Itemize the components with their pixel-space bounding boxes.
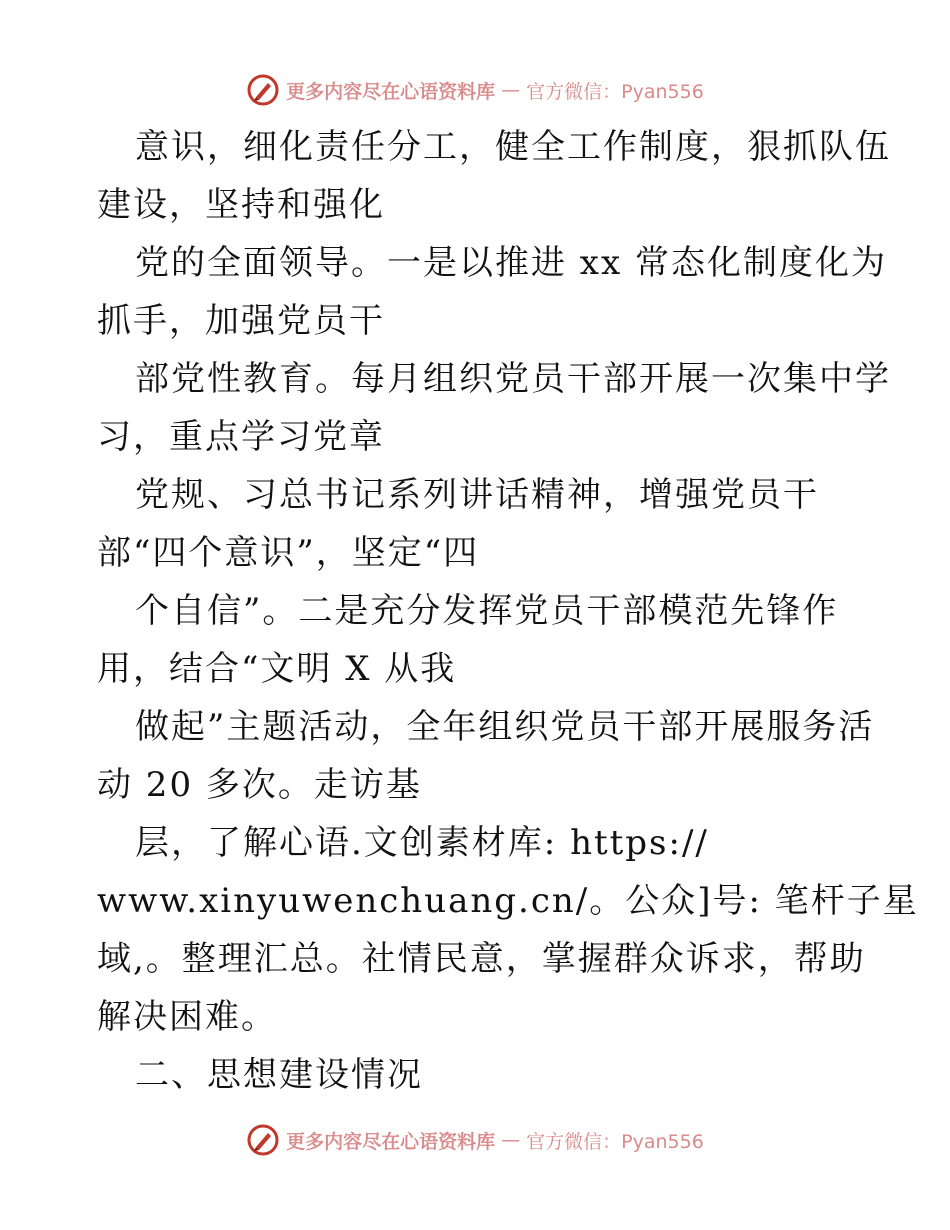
watermark-suffix-text: 官方微信：Pyan556 <box>526 80 704 103</box>
text-line: 意识，细化责任分工，健全工作制度，狠抓队伍 <box>135 127 891 167</box>
text-line: 部党性教育。每月组织党员干部开展一次集中学 <box>135 359 891 399</box>
pen-logo-icon <box>246 1123 280 1157</box>
watermark-main-text: 更多内容尽在心语资料库 <box>286 1130 496 1153</box>
text-line: 做起”主题活动，全年组织党员干部开展服务活 <box>135 707 875 747</box>
text-line: 党规、习总书记系列讲话精神，增强党员干 <box>135 475 819 515</box>
watermark-dash: — <box>501 1129 521 1151</box>
footer-watermark <box>0 1120 950 1160</box>
text-line: 习，重点学习党章 <box>97 417 385 457</box>
text-line: 建设，坚持和强化 <box>97 185 385 225</box>
text-line: 解决困难。 <box>97 997 277 1037</box>
header-watermark <box>0 70 950 110</box>
pen-logo-icon <box>246 73 280 107</box>
text-line: 动 20 多次。走访基 <box>97 765 422 805</box>
text-line: 层，了解心语.文创素材库: https:// <box>135 823 709 863</box>
watermark-dash: — <box>501 79 521 101</box>
text-line: 抓手，加强党员干 <box>97 301 385 341</box>
text-line: 党的全面领导。一是以推进 xx 常态化制度化为 <box>135 243 887 283</box>
watermark-suffix-text: 官方微信：Pyan556 <box>526 1130 704 1153</box>
watermark-main-text: 更多内容尽在心语资料库 <box>286 80 496 103</box>
text-line: 个自信”。二是充分发挥党员干部模范先锋作 <box>135 591 839 631</box>
section-heading: 二、思想建设情况 <box>135 1055 423 1095</box>
text-line: 用，结合“文明 X 从我 <box>97 649 457 689</box>
text-line: 部“四个意识”，坚定“四 <box>97 533 480 573</box>
text-line: 域,。整理汇总。社情民意，掌握群众诉求，帮助 <box>97 939 866 979</box>
text-line: www.xinyuwenchuang.cn/。公众]号: 笔杆子星 <box>97 881 919 921</box>
